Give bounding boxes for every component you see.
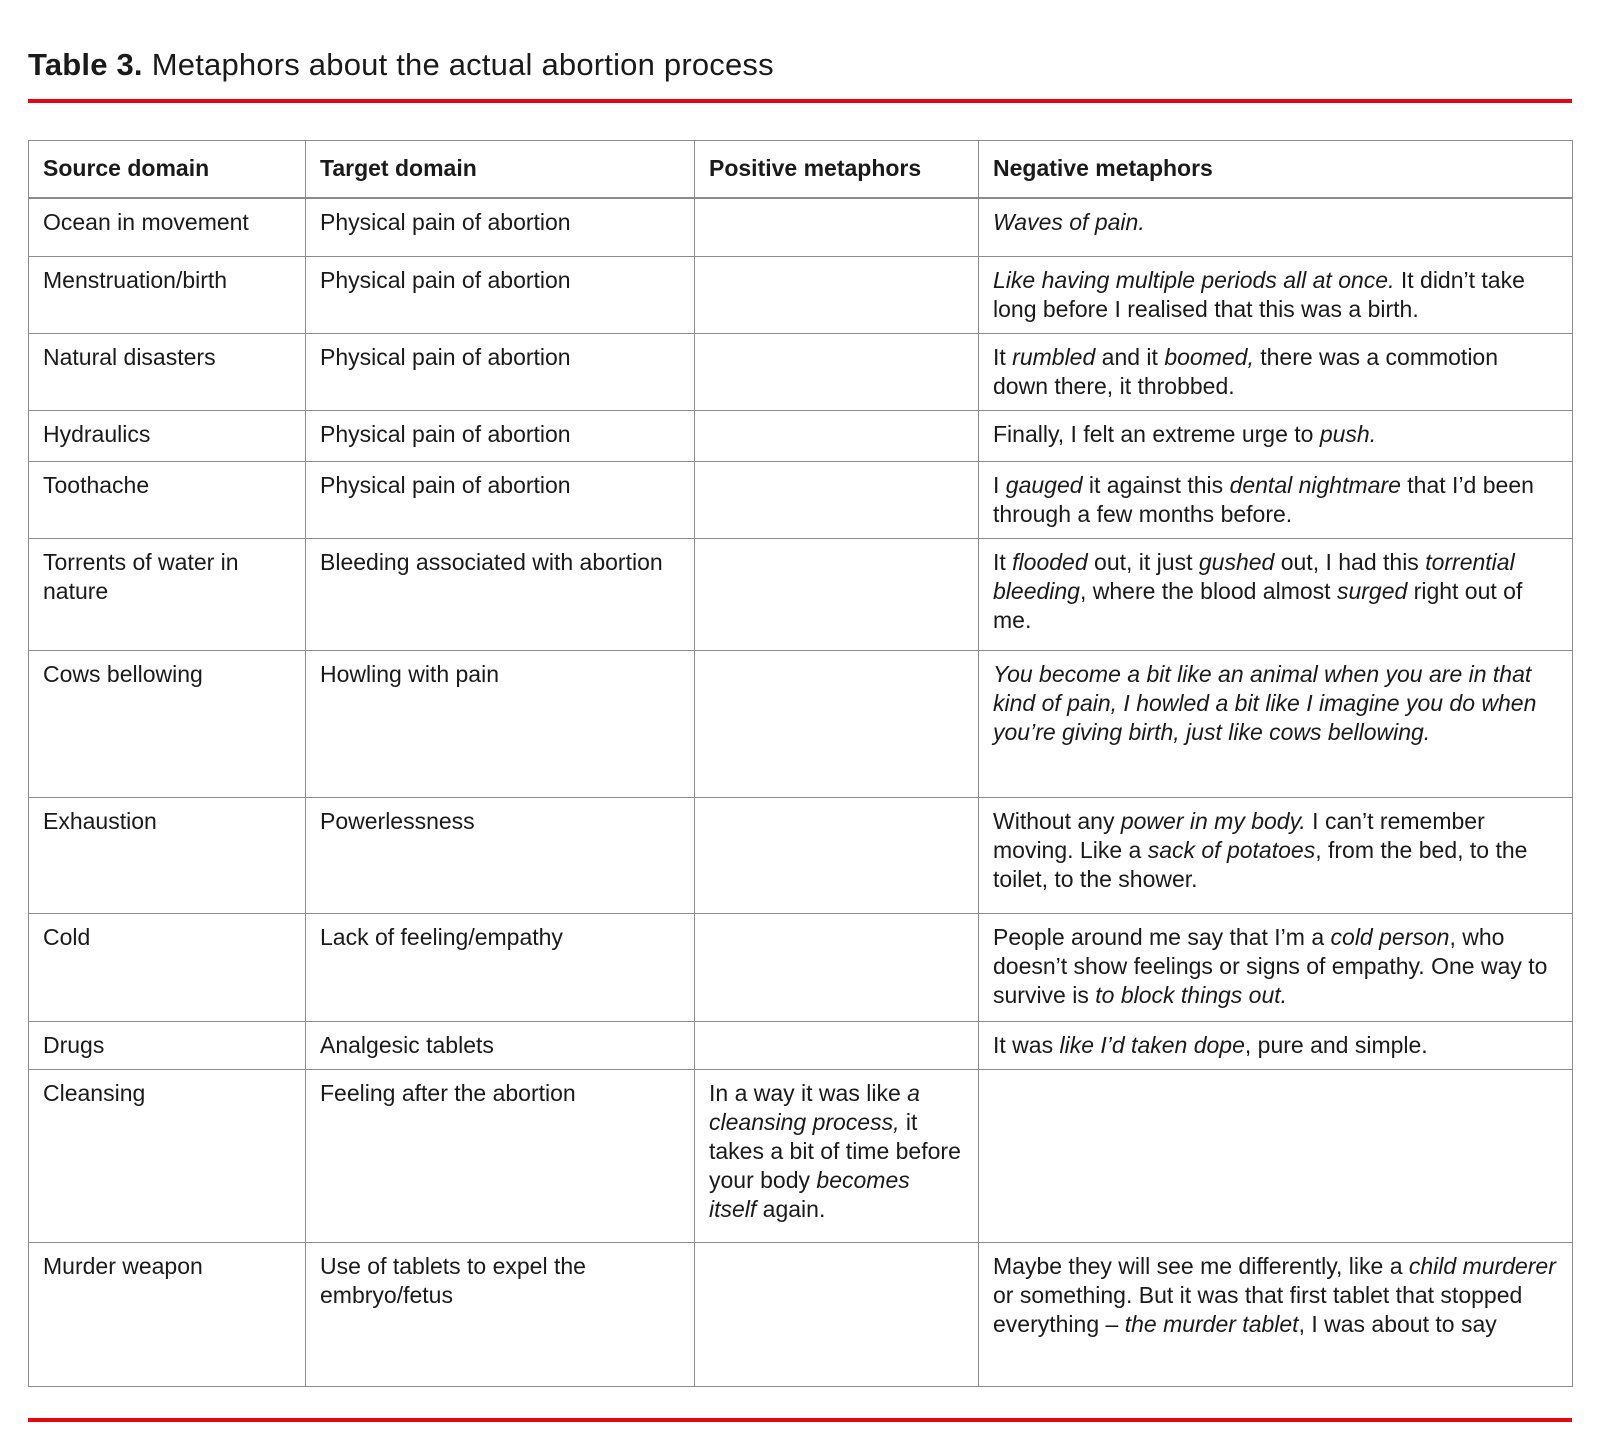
quote-italic-segment: push.	[1319, 421, 1377, 447]
table-caption-label: Table 3.	[28, 47, 143, 82]
quote-plain-segment: Lack of feeling/empathy	[320, 924, 563, 950]
quote-plain-segment: Bleeding associated with abortion	[320, 549, 663, 575]
quote-italic-segment: flooded	[1012, 549, 1088, 575]
quote-plain-segment: In a way it was like	[709, 1080, 908, 1106]
table-row	[29, 914, 1573, 1022]
header-negative-metaphors: Negative metaphors	[979, 141, 1573, 198]
negative-metaphors-cell	[979, 798, 1573, 914]
quote-plain-segment: Cleansing	[43, 1080, 146, 1106]
positive-metaphors-cell	[695, 1070, 979, 1243]
quote-italic-segment: child murderer	[1408, 1253, 1556, 1279]
quote-plain-segment: It	[993, 549, 1013, 575]
positive-metaphors-cell	[695, 798, 979, 914]
quote-italic-segment: Waves of pain.	[993, 208, 1145, 235]
header-row	[29, 141, 1573, 198]
quote-plain-segment: and it	[1095, 344, 1165, 370]
negative-metaphors-cell	[979, 539, 1573, 651]
table-row	[29, 198, 1573, 257]
quote-plain-segment: Without any	[993, 808, 1121, 834]
quote-plain-segment: Hydraulics	[43, 421, 151, 447]
quote-plain-segment: out, it just	[1087, 549, 1199, 575]
negative-metaphors-cell	[979, 198, 1573, 257]
negative-metaphors-cell	[979, 411, 1573, 462]
quote-plain-segment: Murder weapon	[43, 1253, 203, 1279]
target-domain-cell	[306, 198, 695, 257]
positive-metaphors-cell	[695, 539, 979, 651]
quote-plain-segment: Physical pain of abortion	[320, 208, 571, 235]
quote-plain-segment: , pure and simple.	[1244, 1032, 1428, 1058]
quote-plain-segment: Feeling after the abortion	[320, 1080, 576, 1106]
quote-plain-segment: Cold	[43, 924, 91, 950]
quote-italic-segment: dental nightmare	[1229, 472, 1401, 498]
quote-plain-segment: Analgesic tablets	[320, 1032, 494, 1058]
quote-plain-segment: It	[993, 344, 1013, 370]
quote-plain-segment: right out of me.	[993, 578, 1523, 633]
quote-italic-segment: sack of potatoes	[1147, 837, 1316, 863]
source-domain-cell	[29, 1022, 306, 1070]
quote-plain-segment: Powerlessness	[320, 808, 475, 834]
table-row	[29, 539, 1573, 651]
quote-italic-segment: rumbled	[1012, 344, 1096, 370]
quote-italic-segment: You become a bit like an animal when you are in that kind of pain, I howled a bit like I imagine you do when you’re giving birth, just like cows bellowing.	[993, 661, 1537, 745]
source-domain-cell	[29, 334, 306, 411]
source-domain-cell	[29, 539, 306, 651]
quote-plain-segment: Cows bellowing	[43, 661, 203, 687]
table-caption-text: Metaphors about the actual abortion process	[151, 47, 774, 82]
header-positive-metaphors: Positive metaphors	[695, 141, 979, 198]
source-domain-cell	[29, 1070, 306, 1243]
header-target-domain: Target domain	[306, 141, 695, 198]
positive-metaphors-cell	[695, 257, 979, 334]
quote-plain-segment: Physical pain of abortion	[320, 344, 571, 370]
table-row	[29, 1243, 1573, 1387]
quote-plain-segment: , I was about to say	[1298, 1311, 1497, 1337]
quote-italic-segment: surged	[1336, 578, 1408, 604]
quote-italic-segment: gushed	[1198, 549, 1275, 575]
quote-italic-segment: Like having multiple periods all at once.	[993, 267, 1395, 293]
target-domain-cell	[306, 1070, 695, 1243]
quote-plain-segment: Ocean in movement	[43, 208, 249, 235]
quote-plain-segment: Toothache	[43, 472, 150, 498]
quote-plain-segment: Drugs	[43, 1032, 105, 1058]
positive-metaphors-cell	[695, 914, 979, 1022]
quote-plain-segment: Physical pain of abortion	[320, 472, 571, 498]
target-domain-cell	[306, 334, 695, 411]
table-row	[29, 411, 1573, 462]
quote-plain-segment: that I’d been through a few months before.	[993, 472, 1534, 527]
quote-plain-segment: it against this	[1082, 472, 1230, 498]
source-domain-cell	[29, 257, 306, 334]
positive-metaphors-cell	[695, 411, 979, 462]
table-row	[29, 334, 1573, 411]
negative-metaphors-cell	[979, 1070, 1573, 1243]
quote-plain-segment: Natural disasters	[43, 344, 216, 370]
source-domain-cell	[29, 462, 306, 539]
quote-plain-segment: , from the bed, to the toilet, to the shower.	[993, 837, 1528, 892]
table-row	[29, 651, 1573, 798]
quote-italic-segment: a cleansing process,	[709, 1080, 920, 1135]
positive-metaphors-cell	[695, 462, 979, 539]
source-domain-cell	[29, 651, 306, 798]
quote-plain-segment: Howling with pain	[320, 661, 499, 687]
table-row	[29, 462, 1573, 539]
positive-metaphors-cell	[695, 334, 979, 411]
quote-italic-segment: to block things out.	[1095, 982, 1288, 1008]
quote-plain-segment: I	[993, 472, 1006, 498]
quote-plain-segment: It was	[993, 1032, 1060, 1058]
quote-plain-segment: Maybe they will see me differently, like a	[993, 1253, 1409, 1279]
quote-plain-segment: Exhaustion	[43, 808, 157, 834]
target-domain-cell	[306, 257, 695, 334]
source-domain-cell	[29, 1243, 306, 1387]
quote-plain-segment: Torrents of water in nature	[43, 549, 239, 604]
header-source-domain: Source domain	[29, 141, 306, 198]
quote-italic-segment: like I’d taken dope	[1059, 1032, 1245, 1058]
negative-metaphors-cell	[979, 651, 1573, 798]
target-domain-cell	[306, 411, 695, 462]
table-row	[29, 1070, 1573, 1243]
quote-italic-segment: boomed,	[1164, 344, 1254, 370]
table-body	[29, 198, 1573, 1387]
source-domain-cell	[29, 798, 306, 914]
quote-plain-segment: Finally, I felt an extreme urge to	[993, 421, 1320, 447]
negative-metaphors-cell	[979, 914, 1573, 1022]
table-caption	[28, 46, 1572, 84]
negative-metaphors-cell	[979, 462, 1573, 539]
table-row	[29, 1022, 1573, 1070]
target-domain-cell	[306, 651, 695, 798]
table-row	[29, 798, 1573, 914]
table-row	[29, 257, 1573, 334]
quote-plain-segment: , who doesn’t show feelings or signs of empathy. One way to survive is	[993, 924, 1548, 1008]
quote-italic-segment: power in my body.	[1120, 808, 1306, 834]
quote-italic-segment: torrential bleeding	[993, 549, 1515, 604]
quote-plain-segment: again.	[756, 1196, 826, 1222]
source-domain-cell	[29, 411, 306, 462]
target-domain-cell	[306, 1243, 695, 1387]
quote-plain-segment: People around me say that I’m a	[993, 924, 1331, 950]
quote-plain-segment: Physical pain of abortion	[320, 267, 571, 293]
target-domain-cell	[306, 462, 695, 539]
quote-italic-segment: becomes itself	[709, 1167, 910, 1222]
negative-metaphors-cell	[979, 334, 1573, 411]
source-domain-cell	[29, 914, 306, 1022]
quote-plain-segment: there was a commotion down there, it throbbed.	[993, 344, 1499, 399]
quote-plain-segment: I can’t remember moving. Like a	[993, 808, 1485, 863]
positive-metaphors-cell	[695, 651, 979, 798]
positive-metaphors-cell	[695, 1022, 979, 1070]
quote-italic-segment: cold person	[1330, 924, 1450, 950]
negative-metaphors-cell	[979, 257, 1573, 334]
quote-plain-segment: it takes a bit of time before your body	[709, 1109, 961, 1193]
top-red-rule	[28, 99, 1572, 103]
quote-plain-segment: , where the blood almost	[1079, 578, 1337, 604]
target-domain-cell	[306, 1022, 695, 1070]
negative-metaphors-cell	[979, 1243, 1573, 1387]
quote-plain-segment: It didn’t take long before I realised that this was a birth.	[993, 267, 1525, 322]
quote-italic-segment: gauged	[1005, 472, 1083, 498]
quote-italic-segment: the murder tablet	[1124, 1311, 1299, 1337]
quote-plain-segment: Physical pain of abortion	[320, 421, 571, 447]
quote-plain-segment: out, I had this	[1274, 549, 1426, 575]
target-domain-cell	[306, 539, 695, 651]
quote-plain-segment: Menstruation/birth	[43, 267, 228, 293]
negative-metaphors-cell	[979, 1022, 1573, 1070]
quote-plain-segment: Use of tablets to expel the embryo/fetus	[320, 1253, 586, 1308]
positive-metaphors-cell	[695, 198, 979, 257]
source-domain-cell	[29, 198, 306, 257]
bottom-red-rule	[28, 1418, 1572, 1422]
positive-metaphors-cell	[695, 1243, 979, 1387]
target-domain-cell	[306, 798, 695, 914]
target-domain-cell	[306, 914, 695, 1022]
metaphors-table	[28, 140, 1573, 1387]
quote-plain-segment: or something. But it was that first tablet that stopped everything –	[993, 1282, 1523, 1337]
